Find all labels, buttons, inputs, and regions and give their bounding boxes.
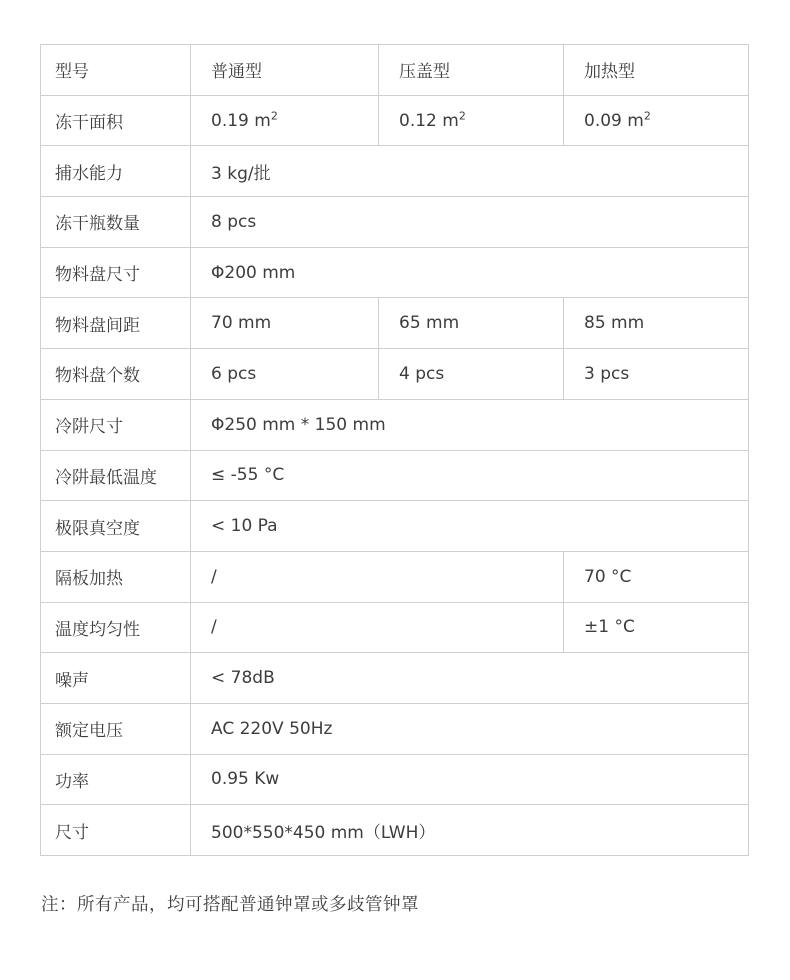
row-label: 物料盘尺寸 (41, 247, 191, 298)
row-label: 捕水能力 (41, 146, 191, 197)
spec-value: ±1 °C (564, 602, 749, 653)
spec-row (41, 298, 749, 349)
row-label: 隔板加热 (41, 551, 191, 602)
row-label: 物料盘个数 (41, 349, 191, 400)
spec-row (41, 805, 749, 856)
row-label: 温度均匀性 (41, 602, 191, 653)
footnote: 注：所有产品，均可搭配普通钟罩或多歧管钟罩 (41, 895, 419, 915)
spec-value: < 10 Pa (191, 501, 749, 552)
spec-value: 70 mm (191, 298, 379, 349)
spec-table-body (41, 95, 749, 855)
spec-value: / (191, 602, 564, 653)
header-cell-model: 型号 (41, 45, 191, 96)
spec-value: / (191, 551, 564, 602)
spec-row (41, 602, 749, 653)
row-label: 尺寸 (41, 805, 191, 856)
spec-row (41, 653, 749, 704)
spec-value: 3 pcs (564, 349, 749, 400)
spec-row (41, 551, 749, 602)
spec-table-header-row (41, 45, 749, 96)
spec-row (41, 146, 749, 197)
row-label: 冻干面积 (41, 95, 191, 146)
superscript: 2 (270, 108, 278, 122)
spec-row (41, 349, 749, 400)
row-label: 冷阱最低温度 (41, 450, 191, 501)
spec-value: 0.09 $m^2$ (564, 95, 749, 146)
spec-row (41, 95, 749, 146)
spec-row (41, 450, 749, 501)
row-label: 额定电压 (41, 703, 191, 754)
spec-value: AC 220V 50Hz (191, 703, 749, 754)
product-spec-table (40, 44, 749, 856)
spec-value: Φ250 mm * 150 mm (191, 399, 749, 450)
spec-row (41, 197, 749, 248)
spec-value: 65 mm (379, 298, 564, 349)
spec-value: 4 pcs (379, 349, 564, 400)
spec-row (41, 247, 749, 298)
spec-value: 0.95 Kw (191, 754, 749, 805)
spec-value: 6 pcs (191, 349, 379, 400)
row-label: 物料盘间距 (41, 298, 191, 349)
row-label: 冻干瓶数量 (41, 197, 191, 248)
spec-value: 85 mm (564, 298, 749, 349)
spec-value: 0.12 $m^2$ (379, 95, 564, 146)
row-label: 冷阱尺寸 (41, 399, 191, 450)
spec-value: 3 kg/批 (191, 146, 749, 197)
spec-value: Φ200 mm (191, 247, 749, 298)
row-label: 极限真空度 (41, 501, 191, 552)
row-label: 噪声 (41, 653, 191, 704)
spec-row (41, 754, 749, 805)
spec-value: ≤ -55 °C (191, 450, 749, 501)
superscript: 2 (643, 108, 651, 122)
spec-value: 500*550*450 mm（LWH） (191, 805, 749, 856)
header-cell-variant: 普通型 (191, 45, 379, 96)
header-cell-variant: 压盖型 (379, 45, 564, 96)
spec-row (41, 399, 749, 450)
spec-value: 0.19 $m^2$ (191, 95, 379, 146)
superscript: 2 (458, 108, 466, 122)
spec-value: 70 °C (564, 551, 749, 602)
spec-value: < 78dB (191, 653, 749, 704)
spec-value: 8 pcs (191, 197, 749, 248)
row-label: 功率 (41, 754, 191, 805)
header-cell-variant: 加热型 (564, 45, 749, 96)
spec-row (41, 501, 749, 552)
spec-row (41, 703, 749, 754)
